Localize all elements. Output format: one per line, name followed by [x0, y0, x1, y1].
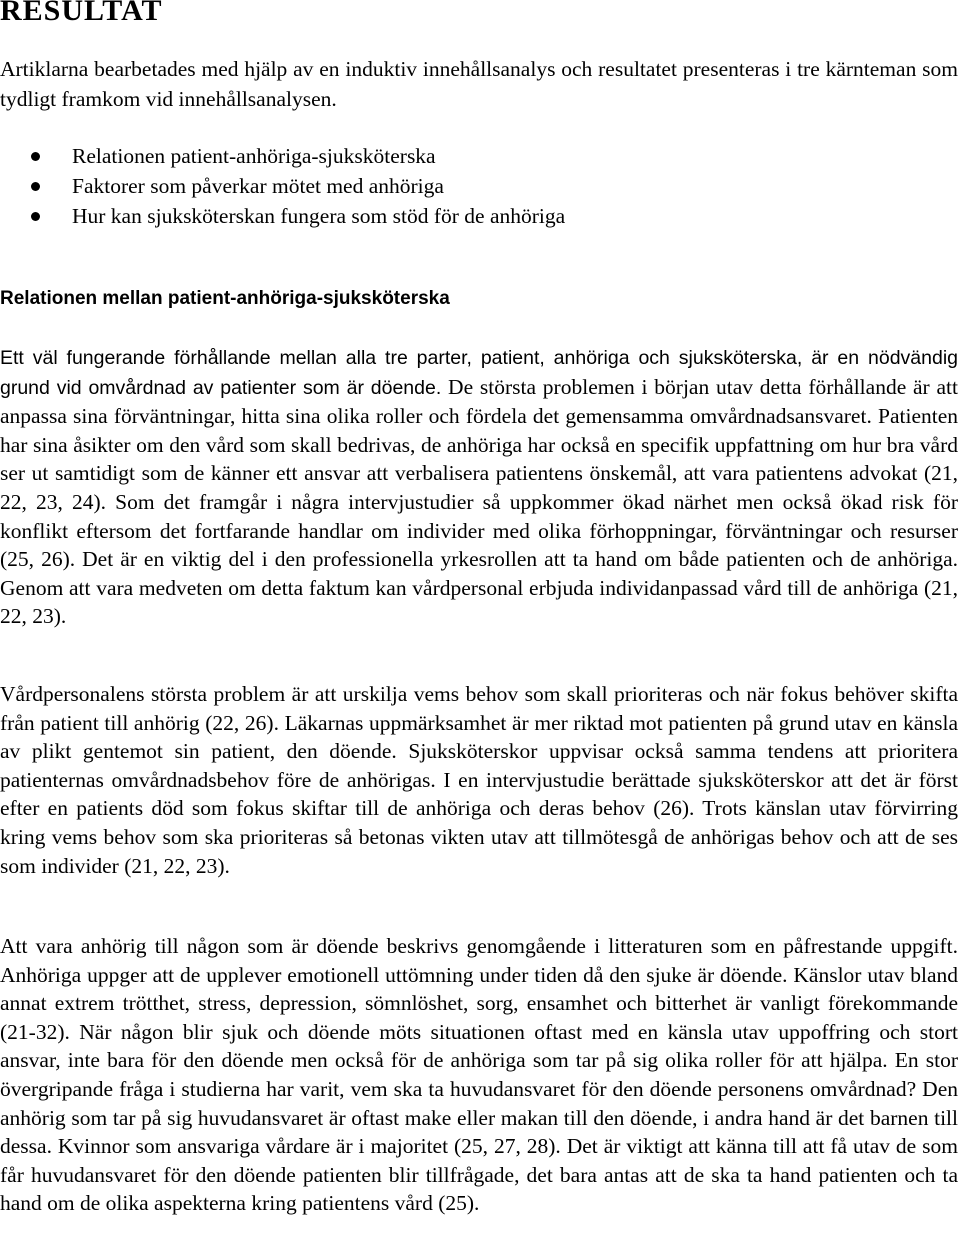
subsection-heading: Relationen mellan patient-anhöriga-sjuksköterska — [0, 288, 450, 309]
bullet-icon — [31, 182, 40, 191]
theme-label: Hur kan sjuksköterskan fungera som stöd för de anhöriga — [72, 204, 566, 228]
theme-list — [0, 141, 960, 231]
list-item — [0, 201, 960, 231]
body-paragraph: Att vara anhörig till någon som är döende beskrivs genomgående i litteraturen som en påfrestande uppgift. Anhöriga uppger att de upplever emotionell uttömning under tiden då den sjuke är döende. Känslor utav bland annat extrem trötthet, stress, depression, sömnlöshet, sorg, ensamhet och bitterhet är vanligt förekommande (21-32). När någon blir sjuk och döende möts situationen oftast med en känsla utav uppoffring och stort ansvar, inte bara för den döende men också för de anhöriga som tar på sig olika roller för att hjälpa. En stor övergripande fråga i studierna har varit, vem ska ta huvudansvaret för den döende personens omvårdnad? Den anhörig som tar på sig huvudansvaret är oftast make eller makan till den döende, i andra hand är det barnen till dessa. Kvinnor som ansvariga vårdare är i majoritet (25, 27, 28). Det är viktigt att känna till att få utav de som får huvudansvaret för den döende patienten blir tillfrågade, det bara antas att de ska ta hand patienten och ta hand om de olika aspekterna kring patientens vård (25). — [0, 934, 958, 1216]
section-heading: RESULTAT — [0, 0, 163, 27]
theme-label: Faktorer som påverkar mötet med anhöriga — [72, 174, 444, 198]
paragraph-text: De största problemen i början utav detta förhållande är att anpassa sina förväntningar, hitta sina olika roller och fördela det gemensamma omvårdnadsansvaret. Patienten har sina åsikter om den vård som skall bedrivas, de anhöriga har också en specifik uppfattning om hur bra vård ser ut samtidigt som de känner ett ansvar att verbalisera patientens önskemål, att vara patientens advokat (21, 22, 23, 24). Som det framgår i några intervjustudier så uppkommer ökad närhet men också ökad risk för konflikt eftersom det fortfarande handlar om individer med olika förhoppningar, förväntningar och resurser (25, 26). Det är en viktig del i den professionella yrkesrollen att ta hand om både patienten och de anhöriga. Genom att vara medveten om detta faktum kan vårdpersonal erbjuda individanpassad vård till de anhöriga (21, 22, 23). — [0, 374, 958, 629]
body-paragraph — [0, 343, 958, 631]
bullet-icon — [31, 212, 40, 221]
list-item — [0, 141, 960, 171]
body-paragraph: Vårdpersonalens största problem är att urskilja vems behov som skall prioriteras och när fokus behöver skifta från patient till anhörig (22, 26). Läkarnas uppmärksamhet är mer riktad mot patienten på grund utav en känsla av plikt gentemot sin patient, den döende. Sjuksköterskor uppvisar också samma tendens att prioritera patienternas omvårdnadsbehov före de anhörigas. I en intervjustudie berättade sjuksköterskor att det är först efter en patients död som fokus skiftar till de anhöriga och deras behov (26). Trots känslan utav förvirring kring vems behov som ska prioriteras så betonas vikten utav att tillmötesgå de anhörigas behov och att de ses som individer (21, 22, 23). — [0, 682, 958, 878]
theme-label: Relationen patient-anhöriga-sjuksköterska — [72, 144, 436, 168]
list-item — [0, 171, 960, 201]
paragraph-lead: Ett väl fungerande förhållande mellan alla tre parter, patient, anhöriga och sjuksköterska, är en nödvändig grund vid omvårdnad av patienter som är döende. — [0, 347, 958, 399]
intro-paragraph: Artiklarna bearbetades med hjälp av en induktiv innehållsanalys och resultatet presenteras i tre kärnteman som tydligt framkom vid innehållsanalysen. — [0, 57, 958, 111]
bullet-icon — [31, 152, 40, 161]
